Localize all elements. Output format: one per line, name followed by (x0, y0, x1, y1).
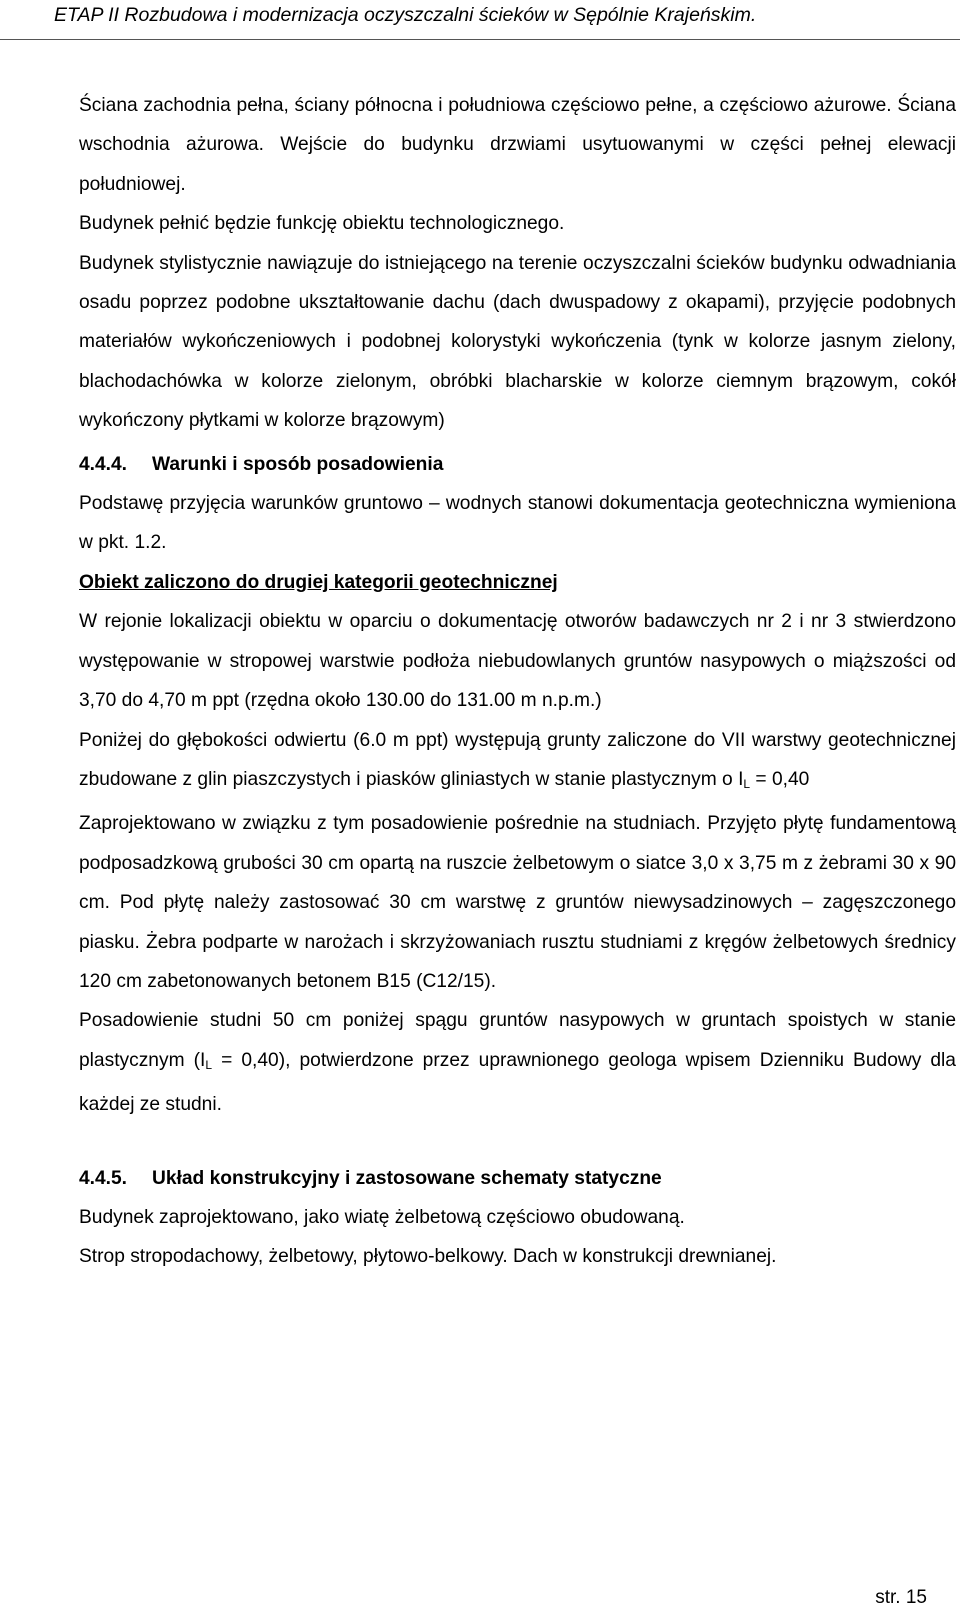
paragraph-function: Budynek pełnić będzie funkcję obiektu technologicznego. (79, 213, 565, 235)
soil-text: Poniżej do głębokości odwiertu (6.0 m ppt) występują grunty zaliczone do VII warstwy geotechnicznej zbudowane z glin piaszczystych i piasków gliniastych w stanie plastycznym o I (79, 729, 956, 790)
section-heading-structure (79, 1159, 956, 1198)
paragraph-style: Budynek stylistycznie nawiązuje do istniejącego na terenie oczyszczalni ścieków budynku odwadniania osadu poprzez podobne ukształtowanie dachu (dach dwuspadowy z okapami), przyjęcie podobnych materiałów wykończeniowych i podobnej kolorystyki wykończenia (tynk w kolorze jasnym zielony, blachodachówka w kolorze zielonym, obróbki blacharskie w kolorze ciemnym brązowym, cokół wykończony płytkami w kolorze brązowym) (79, 252, 956, 432)
page-header: ETAP II Rozbudowa i modernizacja oczyszczalni ścieków w Sępólnie Krajeńskim. (0, 0, 960, 40)
document-body (79, 86, 956, 1277)
wells-text: Posadowienie studni 50 cm poniżej spągu gruntów nasypowych w gruntach spoistych w stanie plastycznym (I (79, 1010, 956, 1071)
page-number: str. 15 (875, 1587, 927, 1608)
paragraph-basis: Podstawę przyjęcia warunków gruntowo – wodnych stanowi dokumentacja geotechniczna wymieniona w pkt. 1.2. (79, 493, 956, 554)
subscript: L (743, 776, 751, 791)
section-title: Warunki i sposób posadowienia (152, 453, 444, 475)
wells-text-end: = 0,40), potwierdzone przez uprawnionego geologa wpisem Dzienniku Budowy dla każdej ze studni. (79, 1049, 956, 1116)
paragraph-shelter: Budynek zaprojektowano, jako wiatę żelbetową częściowo obudowaną. (79, 1206, 685, 1228)
paragraph-wells (79, 1001, 956, 1124)
paragraph-design: Zaprojektowano w związku z tym posadowienie pośrednie na studniach. Przyjęto płytę fundamentową podposadzkową grubości 30 cm opartą na ruszcie żelbetowym o siatce 3,0 x 3,75 m z żebrami 30 x 90 cm. Pod płytę należy zastosować 30 cm warstwę z gruntów niewysadzinowych – zagęszczonego piasku. Żebra podparte w narożach i skrzyżowaniach rusztu studniami z kręgów żelbetowych średnicy 120 cm zabetonowanych betonem B15 (C12/15). (79, 813, 956, 992)
paragraph-roof: Strop stropodachowy, żelbetowy, płytowo-belkowy. Dach w konstrukcji drewnianej. (79, 1246, 777, 1268)
paragraph-walls: Ściana zachodnia pełna, ściany północna i południowa częściowo pełne, a częściowo ażurowe. Ściana wschodnia ażurowa. Wejście do budynku drzwiami usytuowanymi w części pełnej elewacji południowej. (79, 95, 956, 195)
section-number: 4.4.5. (79, 1167, 128, 1189)
paragraph-soil (79, 721, 956, 805)
subscript: L (205, 1057, 213, 1072)
section-title: Układ konstrukcyjny i zastosowane schematy statyczne (152, 1167, 662, 1189)
section-heading-foundation (79, 445, 956, 484)
geotechnical-category: Obiekt zaliczono do drugiej kategorii geotechnicznej (79, 571, 558, 593)
paragraph-location: W rejonie lokalizacji obiektu w oparciu o dokumentację otworów badawczych nr 2 i nr 3 stwierdzono występowanie w stropowej warstwie podłoża niebudowlanych gruntów nasypowych o miąższości od 3,70 do 4,70 m ppt (rzędna około 130.00 do 131.00 m n.p.m.) (79, 611, 956, 712)
soil-value: = 0,40 (750, 768, 810, 790)
section-number: 4.4.4. (79, 453, 128, 475)
